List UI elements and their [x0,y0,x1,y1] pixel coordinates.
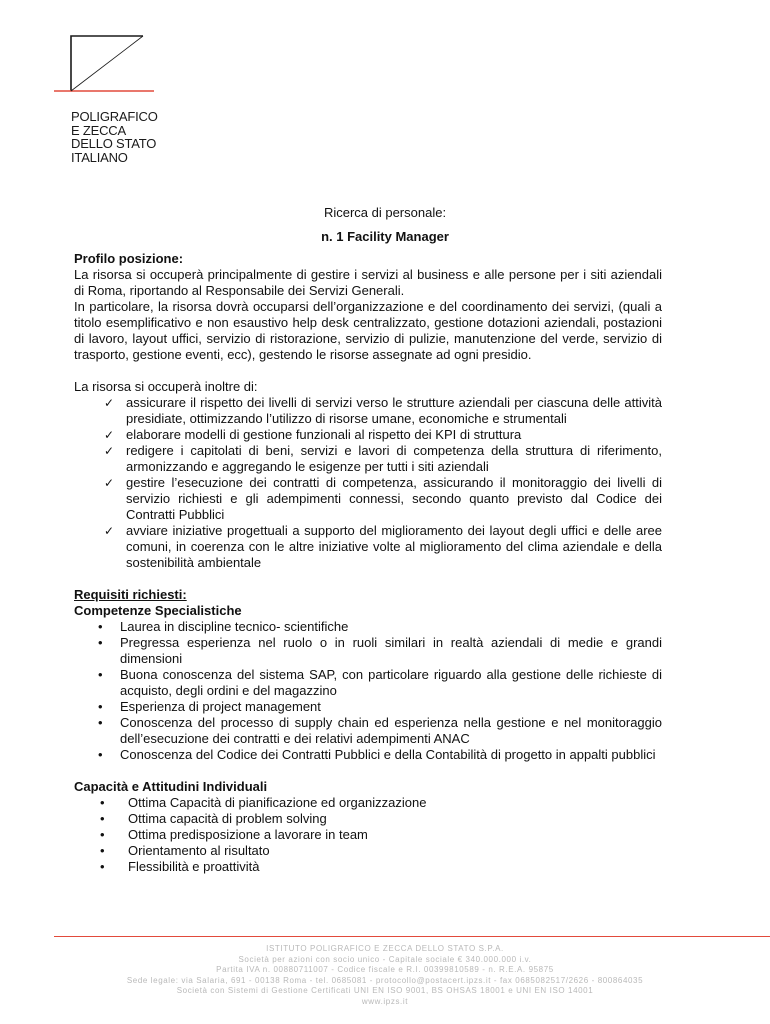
bullet-icon: • [98,715,103,730]
bullet-icon: • [100,795,105,810]
logo-line: DELLO STATO [71,136,157,151]
profile-paragraph: La risorsa si occuperà principalmente di gestire i servizi al business e alle persone per i siti aziendali di Roma, riportando al Responsabile dei Servizi Generali. [74,267,662,298]
list-item: • Ottima predisposizione a lavorare in team [100,827,368,842]
list-item: • Conoscenza del processo di supply chain ed esperienza nella gestione e nel monitoraggio dell’esecuzione dei contratti e dei relativi adempimenti ANAC [98,715,662,746]
logo-line: ITALIANO [71,149,128,165]
bullet-icon: • [98,699,103,714]
logo-wordmark [71,110,158,164]
bullet-icon: • [98,747,103,762]
footer-line: ISTITUTO POLIGRAFICO E ZECCA DELLO STATO S.P.A. [266,944,504,953]
bullet-icon: • [100,843,105,858]
list-item: ✓ avviare iniziative progettuali a supporto del miglioramento dei layout degli uffici e delle aree comuni, in coerenza con le altre iniziative volte al miglioramento del clima aziendale e della sostenibilità ambientale [104,523,662,570]
check-icon: ✓ [104,476,115,490]
document-body [74,251,662,875]
specialist-list [74,619,662,763]
list-item: • Conoscenza del Codice dei Contratti Pubblici e della Contabilità di progetto in appalti pubblici [98,747,656,762]
check-icon: ✓ [104,444,115,458]
requirements-heading: Requisiti richiesti: [74,587,187,602]
bullet-icon: • [100,827,105,842]
logo-line: POLIGRAFICO [71,109,158,124]
list-item: • Orientamento al risultato [100,843,270,858]
check-icon: ✓ [104,428,115,442]
footer-line: Sede legale: via Salaria, 691 - 00138 Roma - tel. 0685081 - protocollo@postacert.ipzs.it - fax 0685082517/2626 - 800864035 [126,975,644,985]
specialist-heading: Competenze Specialistiche [74,603,242,618]
list-item: • Laurea in discipline tecnico- scientifiche [98,619,349,634]
check-icon: ✓ [104,524,115,538]
list-item: • Ottima capacità di problem solving [100,811,327,826]
logo-mark-icon [54,34,154,109]
tasks-intro: La risorsa si occuperà inoltre di: [74,379,258,394]
list-item: • Flessibilità e proattività [100,859,260,874]
list-item: ✓ gestire l’esecuzione dei contratti di competenza, assicurando il monitoraggio dei livelli di servizio richiesti e gli adempimenti connessi, secondo quanto previsto dal Codice dei Contratti Pubblici [104,475,662,522]
list-item: • Ottima Capacità di pianificazione ed organizzazione [100,795,427,810]
task-list [74,395,662,571]
list-item: • Esperienza di project management [98,699,321,714]
footer-line: Partita IVA n. 00880711007 - Codice fiscale e R.I. 00399810589 - n. R.E.A. 95875 [216,965,554,974]
bullet-icon: • [98,635,103,650]
company-logo [54,34,184,164]
footer-line: Società con Sistemi di Gestione Certificati UNI EN ISO 9001, BS OHSAS 18001 e UNI EN ISO 14001 [176,986,594,995]
list-item: ✓ redigere i capitolati di beni, servizi e lavori di competenza della struttura di riferimento, armonizzando e aggregando le esigenze per tutti i siti aziendali [104,443,662,474]
check-icon: ✓ [104,396,115,410]
doc-subtitle: Ricerca di personale: [323,205,447,220]
doc-title: n. 1 Facility Manager [321,229,449,244]
list-item: • Buona conoscenza del sistema SAP, con particolare riguardo alla gestione delle richieste di acquisto, degli ordini e del magazzino [98,667,662,698]
bullet-icon: • [98,619,103,634]
bullet-icon: • [100,859,105,874]
individual-heading: Capacità e Attitudini Individuali [74,779,268,794]
list-item: ✓ elaborare modelli di gestione funzionali al rispetto dei KPI di struttura [104,427,522,442]
profile-paragraph: In particolare, la risorsa dovrà occuparsi dell’organizzazione e del coordinamento dei servizi, (quali a titolo esemplificativo e non esaustivo help desk centralizzato, gestione dotazioni aziendali, postazioni di lavoro, layout uffici, servizio di ristorazione, servizio di pulizie, manutenzione del verde, servizio di trasporto, gestione eventi, ecc), gestendo le risorse assegnate ad ogni presidio. [74,299,662,362]
footer-line[interactable]: www.ipzs.it [361,996,409,1006]
footer-divider [54,936,770,937]
individual-list [74,795,662,875]
list-item: • Pregressa esperienza nel ruolo o in ruoli similari in realtà aziendali di medie e grandi dimensioni [98,635,662,666]
list-item: ✓ assicurare il rispetto dei livelli di servizi verso le strutture aziendali per ciascuna delle attività presidiate, ottimizzando l’utilizzo di risorse umane, economiche e strumentali [104,395,662,426]
footer-line: Società per azioni con socio unico - Capitale sociale € 340.000.000 i.v. [238,954,532,964]
profile-heading: Profilo posizione: [74,251,184,266]
footer [0,944,770,1007]
bullet-icon: • [100,811,105,826]
logo-line: E ZECCA [71,122,126,138]
bullet-icon: • [98,667,103,682]
